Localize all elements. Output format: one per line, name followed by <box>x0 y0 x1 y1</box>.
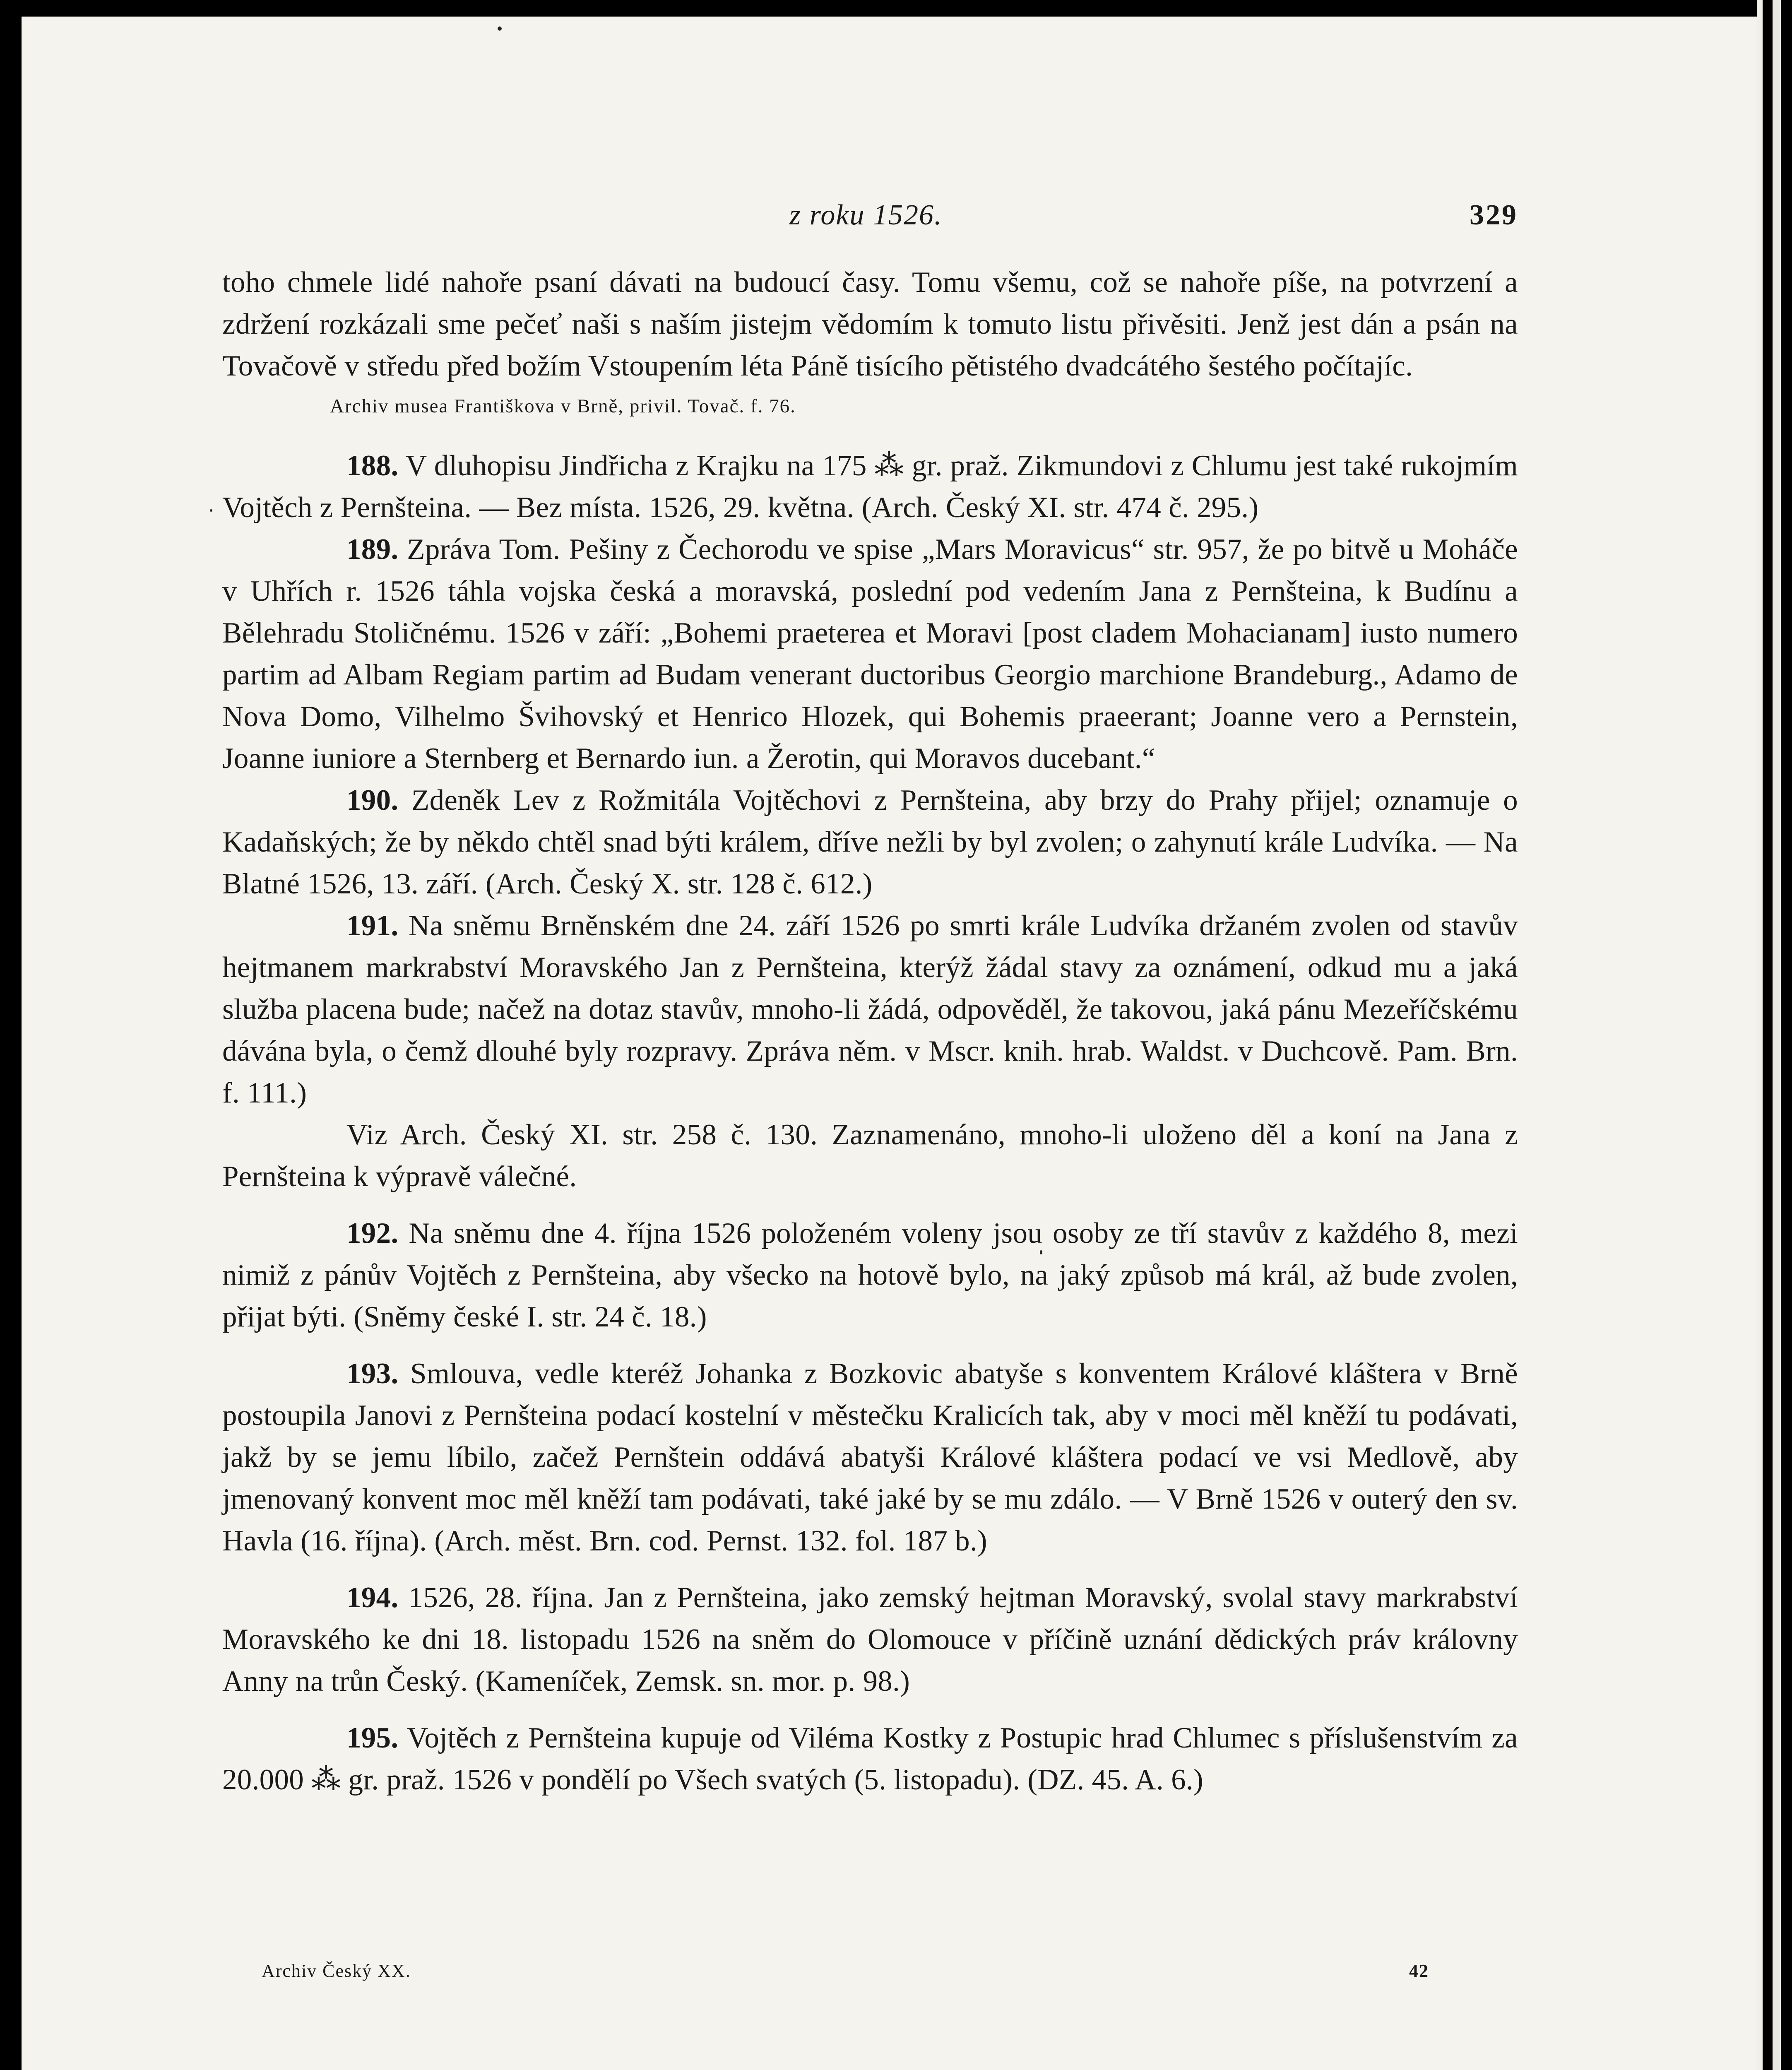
running-title: z roku 1526. <box>789 199 943 231</box>
entry-text: Smlouva, vedle kteréž Johanka z Bozkovic abatyše s konventem Králové kláštera v Brně postoupila Janovi z Pernšteina podací kostelní v městečku Kralicích tak, aby v moci měl kněží tu podávati, jakž by se jemu líbilo, začež Pernštein oddává abatyši Králové kláštera podací ve vsi Medlově, aby jmenovaný konvent moc měl kněží tam podávati, také jaké by se mu zdálo. — V Brně 1526 v outerý den sv. Havla (16. října). (Arch. měst. Brn. cod. Pernst. 132. fol. 187 b.) <box>222 1358 1518 1557</box>
entry-text: Zpráva Tom. Pešiny z Čechorodu ve spise „Mars Moravicus“ str. 957, že po bitvě u Moháče v Uhřích r. 1526 táhla vojska česká a moravská, poslední pod vedením Jana z Pernšteina, k Budínu a Bělehradu Stoličnému. 1526 v září: „Bohemi praeterea et Moravi [post cladem Mohacianam] iusto numero partim ad Albam Regiam partim ad Budam venerant ductoribus Georgio marchione Brandeburg., Adamo de Nova Domo, Vilhelmo Švihovský et Henrico Hlozek, qui Bohemis praeerant; Joanne vero a Pernstein, Joanne iuniore a Sternberg et Bernardo iun. a Žerotin, qui Moravos ducebant.“ <box>222 533 1518 775</box>
entry-number: 193. <box>346 1358 399 1390</box>
entry-number: 189. <box>346 533 399 566</box>
entry-number: 192. <box>346 1217 399 1249</box>
footer-series: Archiv Český XX. <box>262 1961 411 1981</box>
entry-text: Zdeněk Lev z Rožmitála Vojtěchovi z Pernšteina, aby brzy do Prahy přijel; oznamuje o Kadaňských; že by někdo chtěl snad býti králem, dříve nežli by byl zvolen; o zahynutí krále Ludvíka. — Na Blatné 1526, 13. září. (Arch. Český X. str. 128 č. 612.) <box>222 784 1518 900</box>
opening-paragraph: toho chmele lidé nahoře psaní dávati na budoucí časy. Tomu všemu, což se nahoře píše, na potvrzení a zdržení rozkázali sme pečeť naši s naším jistejm vědomím k tomuto listu přivěsiti. Jenž jest dán a psán na Tovačově v středu před božím Vstoupením léta Páně tisícího pětistého dvadcátého šestého počítajíc. <box>222 266 1518 382</box>
footer-signature: 42 <box>1409 1961 1429 1981</box>
opening-source: Archiv musea Františkova v Brně, privil. Tovač. f. 76. <box>330 395 796 417</box>
entry-text: 1526, 28. října. Jan z Pernšteina, jako zemský hejtman Moravský, svolal stavy markrabství Moravského ke dni 18. listopadu 1526 na sněm do Olomouce v příčině uznání dědických práv královny Anny na trůn Český. (Kameníček, Zemsk. sn. mor. p. 98.) <box>222 1581 1518 1697</box>
scan-edge <box>1757 0 1792 2070</box>
page-footer <box>262 1960 1429 1989</box>
entry-190 <box>222 780 1518 905</box>
entry-number: 190. <box>346 784 399 816</box>
scan-speck <box>210 509 212 512</box>
entry-193 <box>222 1353 1518 1562</box>
entry-191 <box>222 905 1518 1114</box>
entry-text: Viz Arch. Český XI. str. 258 č. 130. Zaznamenáno, mnoho-li uloženo děl a koní na Jana z Pernšteina k výpravě válečné. <box>222 1119 1518 1193</box>
entry-text: V dluhopisu Jindřicha z Krajku na 175 ⁂ gr. praž. Zikmundovi z Chlumu jest také rukojmím Vojtěch z Pernšteina. — Bez místa. 1526, 29. května. (Arch. Český XI. str. 474 č. 295.) <box>222 450 1518 524</box>
entry-195 <box>222 1717 1518 1801</box>
entry-188 <box>222 445 1518 529</box>
entry-number: 195. <box>346 1722 399 1754</box>
entry-number: 188. <box>346 450 399 482</box>
entry-text: Vojtěch z Pernšteina kupuje od Viléma Kostky z Postupic hrad Chlumec s příslušenstvím za 20.000 ⁂ gr. praž. 1526 v pondělí po Všech svatých (5. listopadu). (DZ. 45. A. 6.) <box>222 1722 1518 1796</box>
entry-number: 191. <box>346 910 399 942</box>
entry-194 <box>222 1577 1518 1702</box>
page-header <box>222 199 1518 236</box>
entry-192 <box>222 1213 1518 1338</box>
entry-number: 194. <box>346 1581 399 1614</box>
scanned-page <box>22 17 1757 2070</box>
entry-text: Na sněmu Brněnském dne 24. září 1526 po smrti krále Ludvíka držaném zvolen od stavův hejtmanem markrabství Moravského Jan z Pernšteina, kterýž žádal stavy za oznámení, odkud mu a jaká služba placena bude; načež na dotaz stavův, mnoho-li žádá, odpověděl, že takovou, jaká pánu Mezeříčskému dávána byla, o čemž dlouhé byly rozpravy. Zpráva něm. v Mscr. knih. hrab. Waldst. v Duchcově. Pam. Brn. f. 111.) <box>222 910 1518 1109</box>
entry-189 <box>222 529 1518 780</box>
scan-speck <box>498 26 502 31</box>
page-content <box>222 199 1518 1801</box>
entry-text: Na sněmu dne 4. října 1526 položeném voleny jsou osoby ze tří stavův z každého 8, mezi nimiž z pánův Vojtěch z Pernšteina, aby všecko na hotově bylo, na jaký způsob má král, až bude zvolen, přijat býti. (Sněmy české I. str. 24 č. 18.) <box>222 1217 1518 1333</box>
page-number: 329 <box>1470 199 1518 231</box>
entry-191-note <box>222 1114 1518 1198</box>
